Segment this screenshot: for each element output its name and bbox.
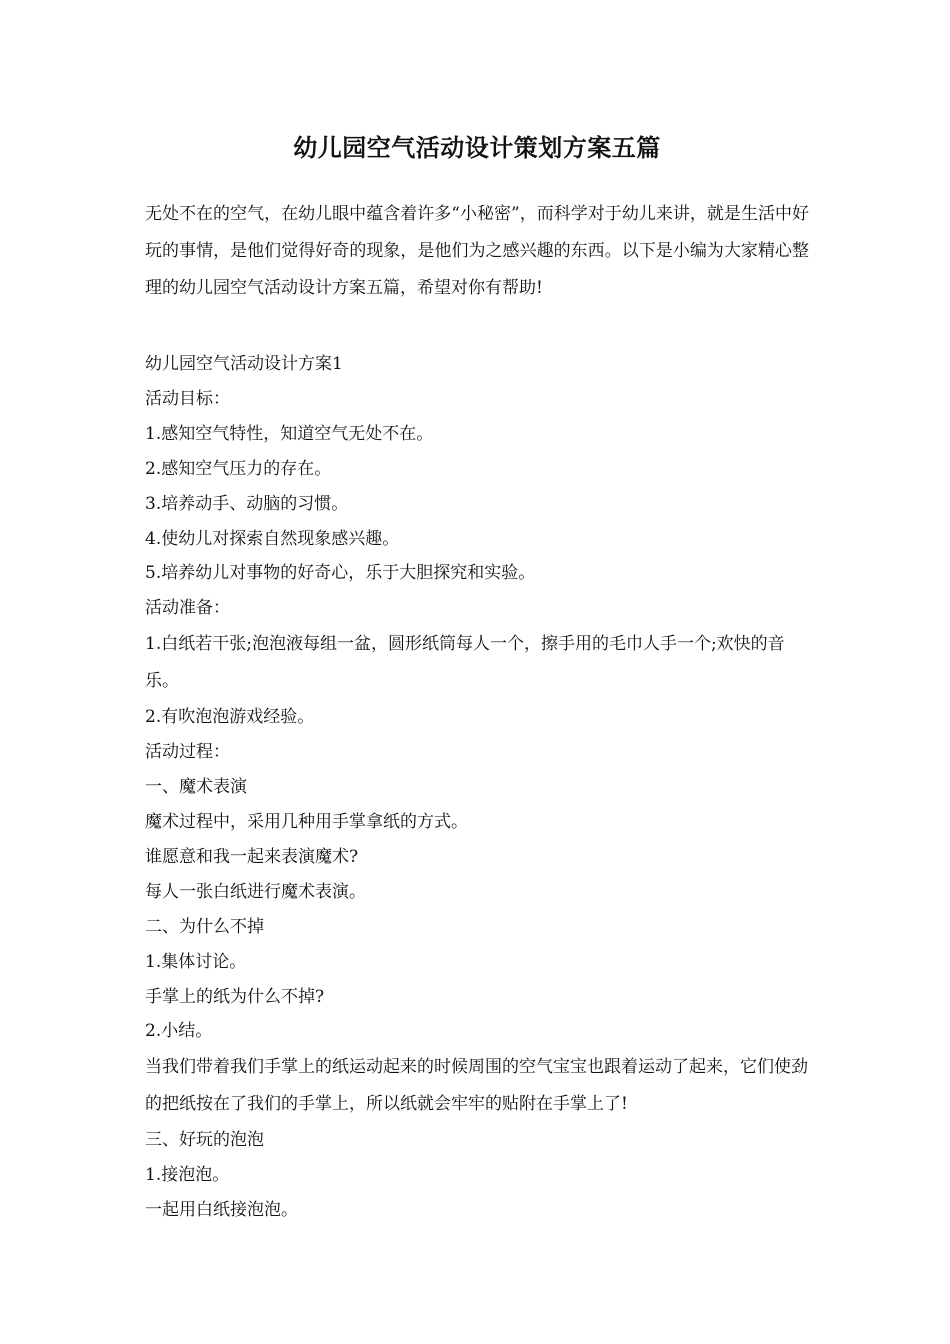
intro-paragraph-block [145,196,809,307]
text-line: 1.接泡泡。 [145,1165,230,1186]
process-step-heading: 一、魔术表演 [145,777,247,798]
subheading-preparation: 活动准备： [145,598,230,619]
text-line: 每人一张白纸进行魔术表演。 [145,881,366,902]
process-step-heading: 三、好玩的泡泡 [145,1130,264,1151]
text-line: 谁愿意和我一起来表演魔术? [145,846,359,867]
section-heading: 幼儿园空气活动设计方案1 [145,354,343,374]
goal-item: 3.培养动手、动脑的习惯。 [145,493,349,514]
process-step-heading: 二、为什么不掉 [145,916,264,937]
text-line: 一起用白纸接泡泡。 [145,1200,298,1221]
goal-item: 5.培养幼儿对事物的好奇心，乐于大胆探究和实验。 [145,563,536,584]
text-line: 当我们带着我们手掌上的纸运动起来的时候周围的空气宝宝也跟着运动了起来，它们使劲的把纸按在了我们的手掌上，所以纸就会牢牢的贴附在手掌上了! [145,1057,808,1115]
document-page [145,128,809,1228]
goal-item: 4.使幼儿对探索自然现象感兴趣。 [145,528,400,549]
text-line: 魔术过程中，采用几种用手掌拿纸的方式。 [145,811,468,832]
document-title: 幼儿园空气活动设计策划方案五篇 [293,133,661,162]
text-line: 2.小结。 [145,1021,213,1042]
intro-paragraph: 无处不在的空气，在幼儿眼中蕴含着许多“小秘密”，而科学对于幼儿来讲，就是生活中好玩的事情，是他们觉得好奇的现象，是他们为之感兴趣的东西。以下是小编为大家精心整理的幼儿园空气活动设计方案五篇，希望对你有帮助! [145,204,809,298]
document-body [145,347,809,1228]
subheading-process: 活动过程： [145,742,230,763]
subheading-goals: 活动目标： [145,388,230,409]
goal-item: 1.感知空气特性，知道空气无处不在。 [145,423,434,444]
preparation-item: 1.白纸若干张;泡泡液每组一盆，圆形纸筒每人一个，擦手用的毛巾人手一个;欢快的音乐。 [145,634,785,692]
goal-item: 2.感知空气压力的存在。 [145,458,332,479]
preparation-item: 2.有吹泡泡游戏经验。 [145,707,315,728]
text-line: 1.集体讨论。 [145,951,247,972]
paragraph-spacer [145,307,809,347]
text-line: 手掌上的纸为什么不掉? [145,986,325,1007]
